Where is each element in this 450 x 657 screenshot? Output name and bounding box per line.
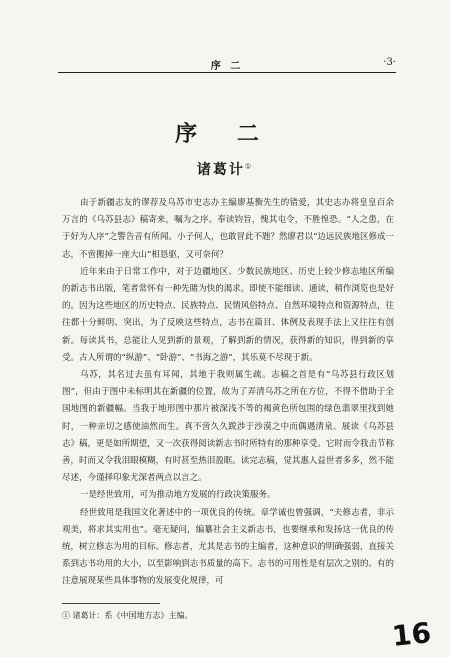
paragraph: 乌苏，其名过去虽有耳闻，其地于我则属生疏。志稿之首是有“乌苏县行政区划图”，但由于图中未标明其在新疆的位置，故为了弄清乌苏之所在方位，不得不借助于全国地图的新疆幅。当我于地形图中那片被深浅不等的褐黄色所包围的绿色翡翠里找到她时，一种亲切之感使油然而生。真不啻久久跋涉于沙漠之中而偶遇清泉。展读《乌苏县志》稿，更是如所期望，又一次获得阅读新志书时所特有的那种享受。它时而令我击节称善，时而又令我泪眼模糊，有时甚至热泪盈眶。读完志稿，觉其惠人益世者多多，然不能尽述，今谨择印象尤深者两点以言之。	[62, 370, 394, 484]
header-title: 序 二	[210, 61, 244, 72]
header-page-number: ·3·	[383, 57, 396, 68]
paragraph: 近年来由于日常工作中，对于边疆地区、少数民族地区、历史上较少修志地区所编的新志书出版，笔者常怀有一种先睹为快的渴求。即使不能细读、通读，稍作浏览也是好的。因为这些地区的历史特点、民族特点、民情风俗特点、自然环境特点和资源特点，往往都十分鲜明、突出，为了反映这些特点，志书在篇目、体例及表现手法上又往往有创新。每读其书，总能让人见到新的景观，了解到新的情况，获得新的知识，得到新的享受。古人所谓的“纵游”、“卧游”、“书海之游”，其乐莫不尽现于新。	[62, 266, 394, 363]
paragraph: 一是经世致用，可为推动地方发展的行政决策服务。	[80, 490, 276, 501]
footnote-text: 诸葛计：系《中国地方志》主编。	[72, 611, 193, 620]
author-line	[0, 159, 450, 179]
footnote	[62, 610, 193, 621]
handwritten-page-number: 16	[390, 616, 433, 653]
author-name: 诸葛计	[196, 162, 245, 178]
running-header	[58, 58, 396, 73]
footnote-divider	[62, 603, 160, 604]
paragraph: 由于新疆志友的谬荐及乌苏市史志办主编廖基衡先生的错爱，其史志办将皇皇百余万言的《乌苏县志》稿寄来，嘱为之序。奉读钧旨，愧其屯令，不胜惶恐。“人之患，在于好为人序”之警告音有所闻。小子何人，也敢冒此不韪？然廖君以“边远民族地区修成一志，不啻搬掉一座大山”相恳驱，又可奈何？	[62, 198, 394, 260]
paragraph: 经世致用是我国文化著述中的一项优良的传统。章学诚也曾强调，“夫修志者，非示观美，将求其实用也”。毫无疑问，编纂社会主义新志书，也要继承和发扬这一优良的传统，树立修志为用的目标。修志者，尤其是志书的主编者，这种意识的明确强弱，直接关系到志书功用的大小，以至影响到志书质量的高下。志书的可用性是有层次之别的。有的注意展现某些具体事物的发展变化规律，可	[62, 507, 394, 587]
page-title: 序 二	[175, 121, 275, 147]
body-text	[62, 195, 394, 591]
footnote-marker: ①	[62, 611, 70, 620]
footnote-marker: ①	[244, 162, 254, 171]
